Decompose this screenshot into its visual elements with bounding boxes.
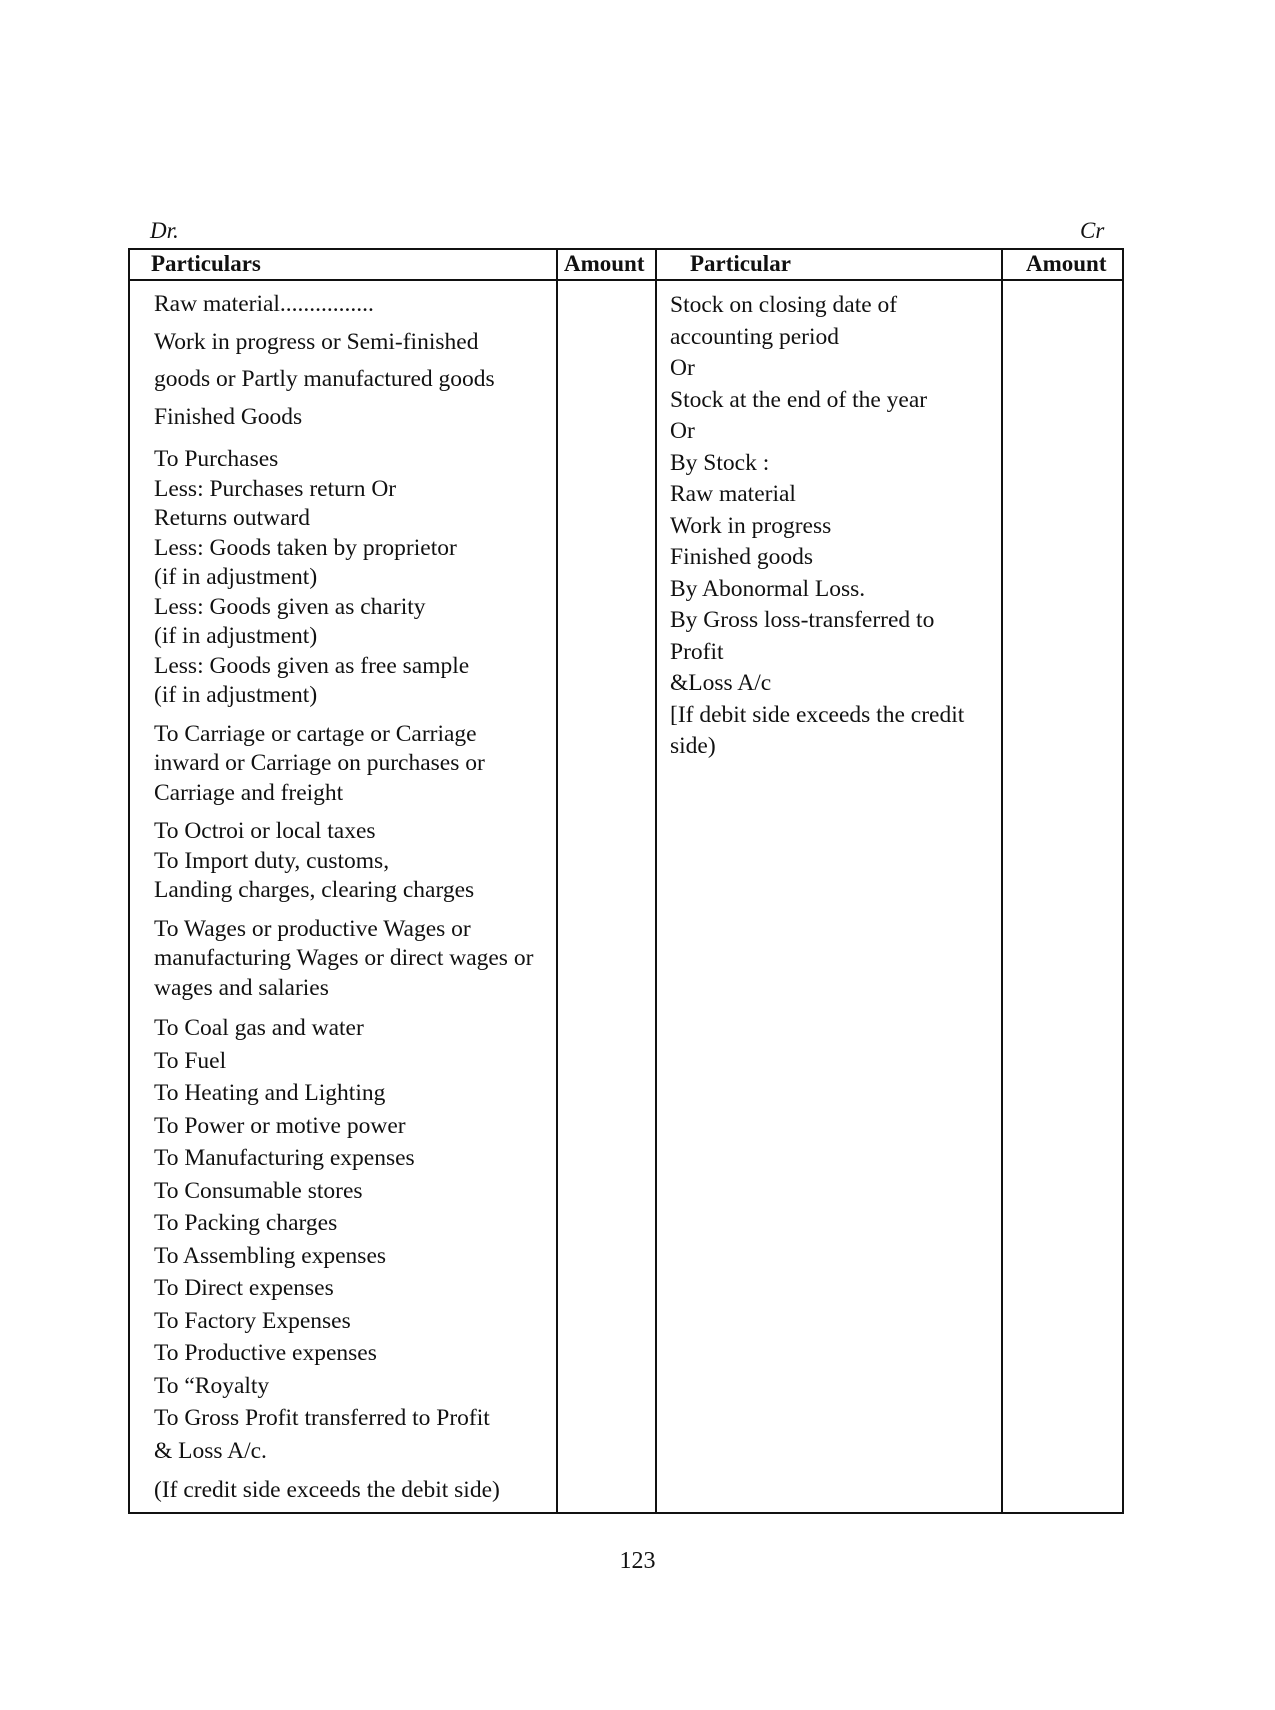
debit-entry-line: To Carriage or cartage or Carriage xyxy=(154,720,477,747)
debit-entry-group xyxy=(154,1012,533,1467)
debit-entry-group xyxy=(154,720,533,809)
credit-entry-line: [If debit side exceeds the credit xyxy=(670,701,965,728)
debit-entry-line: Less: Goods given as charity xyxy=(154,593,426,620)
header-divider xyxy=(130,279,1122,281)
credit-entry-line: Or xyxy=(670,355,695,381)
debit-entry-line: To Fuel xyxy=(154,1047,227,1074)
column-divider xyxy=(556,250,558,1512)
credit-entry-line: Stock at the end of the year xyxy=(670,386,928,413)
debit-entry-line: To Factory Expenses xyxy=(154,1307,351,1334)
credit-entry-line: Profit xyxy=(670,638,724,665)
credit-entry-line: By Abonormal Loss. xyxy=(670,575,866,602)
debit-entry-line: wages and salaries xyxy=(154,974,329,1001)
debit-entry-line: manufacturing Wages or direct wages or xyxy=(154,945,534,971)
credit-entry-line: Work in progress xyxy=(670,512,832,539)
credit-entry-line: &Loss A/c xyxy=(670,670,772,696)
debit-entry-line: To Assembling expenses xyxy=(154,1242,387,1269)
debit-entry-line: To Direct expenses xyxy=(154,1275,334,1301)
debit-entry-line: Returns outward xyxy=(154,505,310,531)
page-number: 123 xyxy=(619,1548,656,1574)
debit-entry-line: Less: Purchases return Or xyxy=(154,475,397,502)
debit-entry-line: (if in adjustment) xyxy=(154,623,318,649)
debit-entry-line: Raw material................ xyxy=(154,291,374,317)
debit-entry-line: To Productive expenses xyxy=(154,1340,377,1366)
credit-entry-line: Stock on closing date of xyxy=(670,292,898,318)
credit-entry-line: Or xyxy=(670,418,695,444)
column-divider xyxy=(1001,250,1003,1512)
debit-entry-line: To Manufacturing expenses xyxy=(154,1145,415,1171)
debit-entry-line: To Consumable stores xyxy=(154,1177,363,1204)
debit-entry-line: To Power or motive power xyxy=(154,1112,406,1139)
debit-entry-line: To Octroi or local taxes xyxy=(154,818,376,844)
debit-particulars-column xyxy=(154,286,533,1506)
header-credit-particulars: Particular xyxy=(690,251,791,276)
credit-side-label: Cr xyxy=(1080,218,1105,243)
debit-entry-group xyxy=(154,286,533,436)
column-divider xyxy=(655,250,657,1512)
credit-entry-line: By Stock : xyxy=(670,449,770,476)
trading-account-table xyxy=(128,248,1124,1514)
header-debit-amount: Amount xyxy=(564,251,645,276)
debit-entry-group xyxy=(154,817,533,906)
debit-entry-line: Less: Goods taken by proprietor xyxy=(154,534,457,561)
debit-entry-line: To Packing charges xyxy=(154,1210,338,1236)
debit-entry-line: Finished Goods xyxy=(154,403,303,430)
debit-entry-line: Landing charges, clearing charges xyxy=(154,877,475,903)
debit-entry-line: (if in adjustment) xyxy=(154,682,318,708)
debit-entry-line: To Import duty, customs, xyxy=(154,847,390,874)
debit-entry-line: To Coal gas and water xyxy=(154,1015,364,1041)
debit-entry-line: To Gross Profit transferred to Profit xyxy=(154,1405,490,1431)
debit-entry-line: To Heating and Lighting xyxy=(154,1080,386,1106)
debit-entry-line: To Purchases xyxy=(154,446,279,472)
header-credit-amount: Amount xyxy=(1026,251,1107,276)
credit-entry-line: By Gross loss-transferred to xyxy=(670,607,935,633)
debit-entry-line: inward or Carriage on purchases or xyxy=(154,750,485,776)
debit-entry-line: (if in adjustment) xyxy=(154,564,318,590)
debit-entry-line: To “Royalty xyxy=(154,1372,270,1399)
debit-entry-group xyxy=(154,445,533,711)
credit-entry-line: Finished goods xyxy=(670,544,813,570)
debit-entry-line: goods or Partly manufactured goods xyxy=(154,366,495,392)
credit-particulars-column xyxy=(670,290,964,763)
credit-entry-line: side) xyxy=(670,733,716,759)
credit-entry-line: Raw material xyxy=(670,481,796,507)
debit-entry-line: Work in progress or Semi-finished xyxy=(154,328,479,355)
debit-entry-line: Less: Goods given as free sample xyxy=(154,652,470,679)
debit-side-label: Dr. xyxy=(150,218,179,243)
debit-entry-line: (If credit side exceeds the debit side) xyxy=(154,1477,500,1503)
debit-entry-line: Carriage and freight xyxy=(154,779,344,806)
debit-entry-line: To Wages or productive Wages or xyxy=(154,915,471,942)
debit-entry-line: & Loss A/c. xyxy=(154,1437,267,1464)
debit-entry-group xyxy=(154,915,533,1004)
header-debit-particulars: Particulars xyxy=(151,251,261,276)
debit-entry-group xyxy=(154,1476,533,1506)
credit-entry-line: accounting period xyxy=(670,323,840,350)
